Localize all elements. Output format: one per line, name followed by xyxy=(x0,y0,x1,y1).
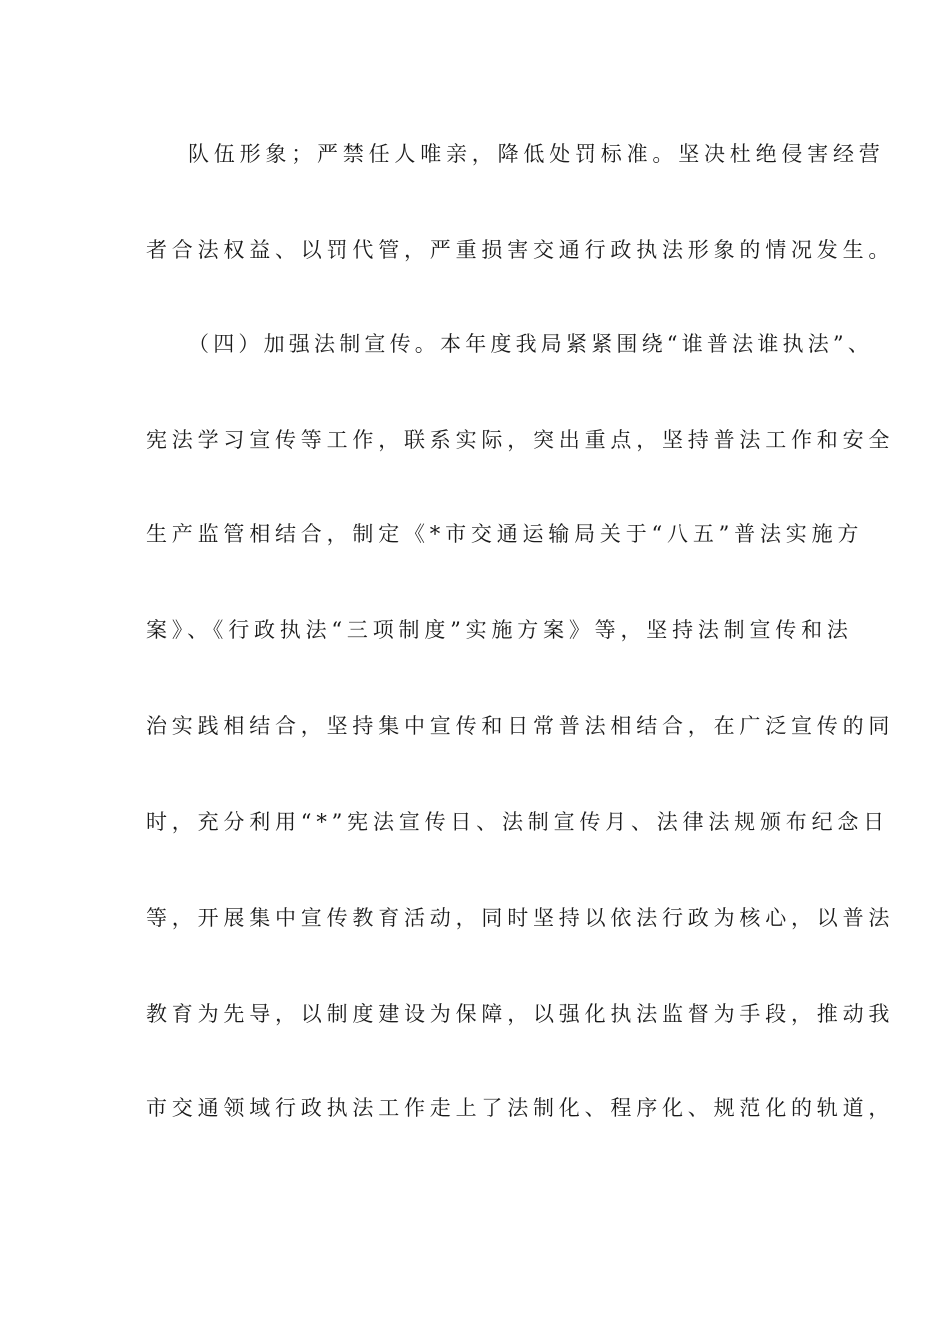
text-line-2: 者合法权益、以罚代管，严重损害交通行政执法形象的情况发生。 xyxy=(146,238,895,262)
text-line-9: 等，开展集中宣传教育活动，同时坚持以依法行政为核心，以普法 xyxy=(146,906,895,930)
text-line-1: 队伍形象；严禁任人唯亲，降低处罚标准。坚决杜绝侵害经营 xyxy=(188,142,885,166)
text-line-8: 时，充分利用“*”宪法宣传日、法制宣传月、法律法规颁布纪念日 xyxy=(146,810,889,834)
text-line-5: 生产监管相结合，制定《*市交通运输局关于“八五”普法实施方 xyxy=(146,522,864,546)
text-line-7: 治实践相结合，坚持集中宣传和日常普法相结合，在广泛宣传的同 xyxy=(146,714,895,738)
text-line-11: 市交通领域行政执法工作走上了法制化、程序化、规范化的轨道， xyxy=(146,1096,895,1120)
text-line-4: 宪法学习宣传等工作，联系实际，突出重点，坚持普法工作和安全 xyxy=(146,428,895,452)
text-line-3: （四）加强法制宣传。本年度我局紧紧围绕“谁普法谁执法”、 xyxy=(188,332,874,356)
text-line-6: 案》、《行政执法“三项制度”实施方案》等，坚持法制宣传和法 xyxy=(146,618,853,642)
text-line-10: 教育为先导，以制度建设为保障，以强化执法监督为手段，推动我 xyxy=(146,1002,895,1026)
